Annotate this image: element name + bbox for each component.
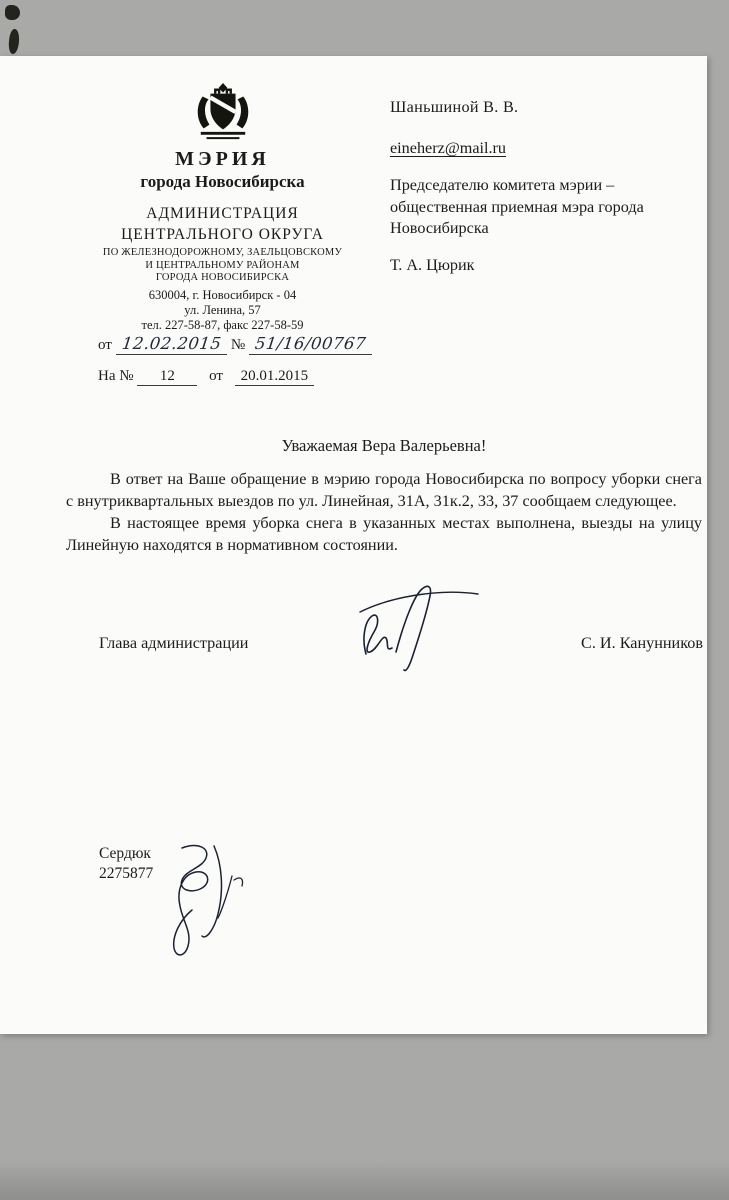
dept-name-line1: АДМИНИСТРАЦИЯ [146,205,299,222]
signature-row [99,634,703,653]
incoming-number-field: 12 [137,368,197,386]
executor-signature-icon [148,836,260,976]
recipient-title-line: Председателю комитета мэрии – [390,176,615,194]
recipient-title [390,175,690,240]
signer-name: С. И. Канунников [581,634,703,652]
executor-phone: 2275877 [99,865,154,882]
letter-paper [0,56,707,1034]
recipient-name: Шаньшиной В. В. [390,98,519,116]
letterhead [55,82,390,333]
na-ot-label: от [209,368,223,384]
head-signature-icon [352,582,484,682]
body-paragraph-1: В ответ на Ваше обращение в мэрию города Новосибирска по вопросу уборки снега с внутриквартальных выездов по ул. Линейная, 31А, 31к.2, 33, 37 сообщаем следующее. [66,470,702,510]
handwritten-number: 51/16/00767 [253,334,368,353]
na-label: На № [98,368,134,384]
org-name: МЭРИЯ [175,148,270,170]
recipient-secondary-name: Т. А. Цюрик [390,255,475,274]
org-address-line: 630004, г. Новосибирск - 04 [148,287,297,302]
dept-districts-line: ПО ЖЕЛЕЗНОДОРОЖНОМУ, ЗАЕЛЬЦОВСКОМУ [102,247,343,258]
dept-districts-line: ГОРОДА НОВОСИБИРСКА [155,272,290,283]
executor-block [99,844,153,884]
signer-position: Глава администрации [99,634,249,652]
outgoing-number-field [249,334,372,355]
novosibirsk-coat-of-arms-icon [194,82,252,142]
recipient-title-line: общественная приемная мэра города [390,197,644,216]
incoming-date-field: 20.01.2015 [235,368,315,386]
body-paragraph-2: В настоящее время уборка снега в указанных местах выполнена, выезды на улицу Линейную находятся в нормативном состоянии. [66,514,702,554]
ot-label: от [98,337,112,353]
dept-districts-line: И ЦЕНТРАЛЬНОМУ РАЙОНАМ [145,259,300,271]
scan-bottom-shadow [0,1160,729,1200]
incoming-reference-line [98,368,314,386]
scan-artifact [8,29,21,55]
org-address-line: ул. Ленина, 57 [184,302,261,317]
recipient-title-line: Новосибирска [390,219,489,237]
letter-body [66,468,702,556]
recipient-email: eineherz@mail.ru [390,139,507,157]
outgoing-date-field [116,334,227,355]
dept-name-line2: ЦЕНТРАЛЬНОГО ОКРУГА [121,226,324,243]
salutation: Уважаемая Вера Валерьевна! [281,436,487,455]
handwritten-date: 12.02.2015 [120,334,223,353]
scan-artifact [5,5,20,20]
recipient-block [390,98,690,275]
org-city: города Новосибирска [140,172,305,191]
org-phone-line: тел. 227-58-87, факс 227-58-59 [141,317,304,332]
outgoing-reference-line [98,334,372,355]
no-label: № [230,337,246,353]
executor-name: Сердюк [99,845,151,862]
